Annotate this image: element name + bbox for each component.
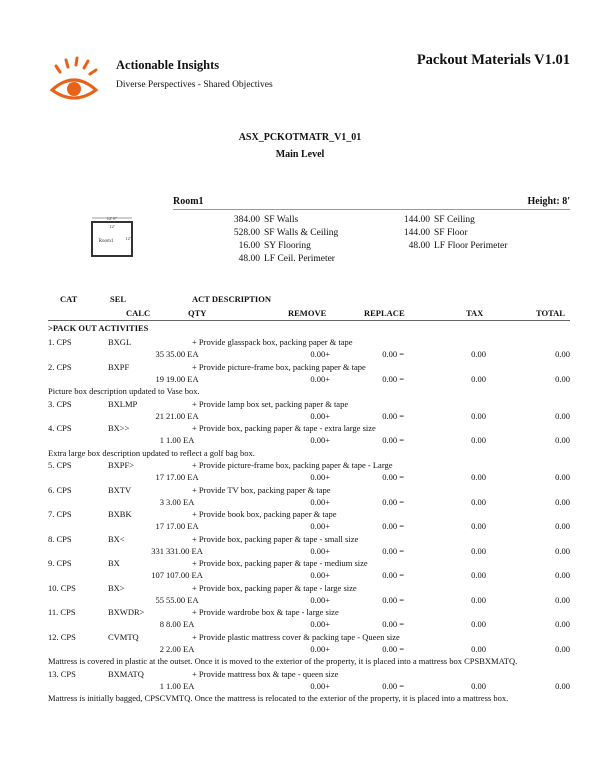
item-number: 7. CPS: [48, 509, 72, 519]
item-tax: 0.00: [471, 472, 486, 482]
item-remove: 0.00+: [310, 349, 330, 359]
plan-label-side: 12': [125, 236, 131, 241]
item-calc: 55: [155, 594, 164, 605]
item-description: + Provide picture-frame box, packing paper & tape - Large: [192, 460, 393, 470]
item-description: + Provide book box, packing paper & tape: [192, 509, 337, 519]
item-calc: 1: [159, 435, 164, 445]
item-calc: 331: [151, 545, 164, 556]
item-qty: 1.00 EA: [166, 435, 195, 445]
company-name: Actionable Insights: [116, 58, 220, 72]
item-replace: 0.00 =: [382, 373, 404, 384]
item-tax: 0.00: [471, 680, 486, 691]
col-tax: TAX: [466, 308, 484, 318]
item-remove: 0.00+: [310, 545, 330, 556]
item-selector: CVMTQ: [108, 631, 139, 642]
measurement-row: [210, 254, 338, 267]
item-tax: 0.00: [471, 496, 486, 507]
item-remove: 0.00+: [310, 619, 330, 629]
item-calc: 2: [159, 643, 164, 654]
item-number: 10. CPS: [48, 582, 76, 593]
measurement-unit: SY Flooring: [264, 241, 311, 251]
item-replace: 0.00 =: [382, 570, 404, 580]
item-description: + Provide lamp box set, packing paper & tape: [192, 398, 349, 409]
item-remove: 0.00+: [310, 472, 330, 482]
item-selector: BX: [108, 558, 120, 568]
plan-label-name: Room1: [98, 239, 114, 244]
item-description: + Provide mattress box & tape - queen size: [192, 668, 339, 679]
item-number: 11. CPS: [48, 607, 76, 617]
item-description: + Provide wardrobe box & tape - large size: [192, 607, 339, 617]
item-calc: 107: [151, 570, 164, 580]
item-qty: 2.00 EA: [166, 643, 195, 654]
room-height: Height: 8': [527, 196, 570, 207]
item-calc: 21: [155, 410, 164, 421]
item-remove: 0.00+: [310, 521, 330, 531]
item-remove: 0.00+: [310, 373, 330, 384]
item-remove: 0.00+: [310, 680, 330, 691]
item-remove: 0.00+: [310, 570, 330, 580]
item-selector: BXTV: [108, 484, 132, 495]
item-replace: 0.00 =: [382, 496, 404, 507]
item-total: 0.00: [555, 680, 570, 691]
measurement-value: 48.00: [238, 254, 260, 264]
item-tax: 0.00: [471, 545, 486, 556]
col-qty: QTY: [188, 308, 207, 318]
item-description: + Provide plastic mattress cover & packing tape - Queen size: [192, 631, 400, 642]
item-selector: BXBK: [108, 509, 132, 519]
measurement-value: 528.00: [233, 228, 260, 238]
section-title: >PACK OUT ACTIVITIES: [48, 323, 149, 333]
item-replace: 0.00 =: [382, 594, 404, 605]
item-number: 1. CPS: [48, 337, 72, 347]
measurement-unit: SF Floor: [434, 228, 468, 238]
measurement-unit: SF Walls & Ceiling: [264, 228, 339, 238]
item-tax: 0.00: [471, 570, 486, 580]
item-replace: 0.00 =: [382, 619, 404, 629]
item-note: Mattress is initially bagged, CPSCVMTQ. Once the mattress is relocated to the exterior of the property, it is placed into a mattress box.: [48, 693, 509, 703]
item-note: Extra large box description updated to reflect a golf bag box.: [48, 447, 255, 458]
item-selector: BXMATQ: [108, 668, 144, 679]
item-number: 3. CPS: [48, 398, 72, 409]
measurement-unit: LF Ceil. Perimeter: [264, 254, 335, 264]
item-tax: 0.00: [471, 349, 486, 359]
measurement-unit: SF Walls: [264, 215, 299, 225]
item-qty: 35.00 EA: [166, 349, 199, 359]
measurement-row: [380, 215, 507, 228]
item-description: + Provide picture-frame box, packing paper & tape: [192, 361, 366, 372]
item-qty: 55.00 EA: [166, 594, 199, 605]
item-total: 0.00: [555, 643, 570, 654]
measurement-row: [380, 241, 507, 254]
item-qty: 331.00 EA: [166, 545, 203, 556]
item-qty: 17.00 EA: [166, 521, 199, 531]
room-measures-left: [210, 215, 338, 267]
item-remove: 0.00+: [310, 643, 330, 654]
col-total: TOTAL: [536, 308, 565, 318]
measurement-value: 144.00: [403, 215, 430, 225]
item-number: 13. CPS: [48, 668, 76, 679]
room-name: Room1: [173, 196, 204, 207]
item-replace: 0.00 =: [382, 435, 404, 445]
item-total: 0.00: [555, 619, 570, 629]
document-title: Packout Materials V1.01: [416, 52, 570, 68]
item-number: 4. CPS: [48, 423, 72, 433]
measurement-value: 384.00: [233, 215, 260, 225]
item-total: 0.00: [555, 435, 570, 445]
item-total: 0.00: [555, 594, 570, 605]
col-cat: CAT: [60, 294, 78, 304]
eye-logo-icon: [48, 52, 100, 108]
item-note: Mattress is covered in plastic at the outset. Once it is moved to the exterior of the property, it is placed into a mattress box CPSBXMATQ.: [48, 656, 518, 666]
item-total: 0.00: [555, 496, 570, 507]
plan-label-inner: 12': [109, 224, 115, 229]
item-calc: 19: [155, 373, 164, 384]
company-tagline: Diverse Perspectives - Shared Objectives: [116, 80, 273, 90]
item-description: + Provide box, packing paper & tape - large size: [192, 582, 357, 593]
item-description: + Provide TV box, packing paper & tape: [192, 484, 331, 495]
item-qty: 8.00 EA: [166, 619, 195, 629]
room-divider: [173, 209, 570, 210]
level-name: Main Level: [275, 149, 325, 160]
item-selector: BX>: [108, 582, 125, 593]
measurement-unit: LF Floor Perimeter: [434, 241, 508, 251]
col-remove: REMOVE: [288, 308, 327, 318]
item-description: + Provide glasspack box, packing paper & tape: [192, 337, 353, 347]
measurement-row: [210, 241, 338, 254]
item-number: 12. CPS: [48, 631, 76, 642]
item-replace: 0.00 =: [382, 410, 404, 421]
item-number: 5. CPS: [48, 460, 72, 470]
item-replace: 0.00 =: [382, 521, 404, 531]
item-description: + Provide box, packing paper & tape - medium size: [192, 558, 368, 568]
item-tax: 0.00: [471, 619, 486, 629]
item-selector: BX>>: [108, 423, 130, 433]
item-calc: 8: [159, 619, 164, 629]
item-selector: BX<: [108, 533, 125, 544]
item-qty: 19.00 EA: [166, 373, 199, 384]
item-tax: 0.00: [471, 410, 486, 421]
col-sel: SEL: [110, 294, 127, 304]
item-replace: 0.00 =: [382, 545, 404, 556]
item-total: 0.00: [555, 521, 570, 531]
item-calc: 35: [155, 349, 164, 359]
item-total: 0.00: [555, 570, 570, 580]
room-measures-right: [380, 215, 507, 254]
item-qty: 1.00 EA: [166, 680, 195, 691]
col-replace: REPLACE: [364, 308, 405, 318]
item-replace: 0.00 =: [382, 643, 404, 654]
item-description: + Provide box, packing paper & tape - small size: [192, 533, 359, 544]
item-tax: 0.00: [471, 435, 486, 445]
item-selector: BXWDR>: [108, 607, 145, 617]
item-total: 0.00: [555, 472, 570, 482]
header-divider: [48, 320, 570, 321]
item-number: 6. CPS: [48, 484, 72, 495]
measurement-unit: SF Ceiling: [434, 215, 475, 225]
item-remove: 0.00+: [310, 410, 330, 421]
room-floor-plan: [86, 215, 138, 259]
item-description: + Provide box, packing paper & tape - extra large size: [192, 423, 376, 433]
item-replace: 0.00 =: [382, 349, 404, 359]
item-tax: 0.00: [471, 643, 486, 654]
item-qty: 21.00 EA: [166, 410, 199, 421]
item-selector: BXLMP: [108, 398, 138, 409]
item-replace: 0.00 =: [382, 680, 404, 691]
measurement-value: 16.00: [238, 241, 260, 251]
item-qty: 17.00 EA: [166, 472, 199, 482]
measurement-row: [210, 228, 338, 241]
item-tax: 0.00: [471, 521, 486, 531]
item-total: 0.00: [555, 545, 570, 556]
item-replace: 0.00 =: [382, 472, 404, 482]
item-calc: 3: [159, 496, 164, 507]
item-number: 2. CPS: [48, 361, 72, 372]
item-number: 9. CPS: [48, 558, 72, 568]
measurement-row: [210, 215, 338, 228]
item-tax: 0.00: [471, 594, 486, 605]
item-total: 0.00: [555, 349, 570, 359]
item-remove: 0.00+: [310, 496, 330, 507]
plan-label-top: 12' 0": [106, 216, 118, 221]
item-calc: 17: [155, 472, 164, 482]
col-calc: CALC: [126, 308, 151, 318]
measurement-row: [380, 228, 507, 241]
item-tax: 0.00: [471, 373, 486, 384]
measurement-value: 144.00: [403, 228, 430, 238]
item-selector: BXPF: [108, 361, 130, 372]
item-calc: 1: [159, 680, 164, 691]
measurement-value: 48.00: [408, 241, 430, 251]
item-calc: 17: [155, 521, 164, 531]
item-number: 8. CPS: [48, 533, 72, 544]
item-note: Picture box description updated to Vase box.: [48, 386, 200, 396]
item-total: 0.00: [555, 410, 570, 421]
item-selector: BXGL: [108, 337, 132, 347]
col-act-description: ACT DESCRIPTION: [192, 294, 271, 304]
estimate-name: ASX_PCKOTMATR_V1_01: [238, 132, 362, 143]
item-total: 0.00: [555, 373, 570, 384]
item-selector: BXPF>: [108, 460, 135, 470]
item-remove: 0.00+: [310, 435, 330, 445]
item-remove: 0.00+: [310, 594, 330, 605]
item-qty: 3.00 EA: [166, 496, 195, 507]
item-qty: 107.00 EA: [166, 570, 203, 580]
